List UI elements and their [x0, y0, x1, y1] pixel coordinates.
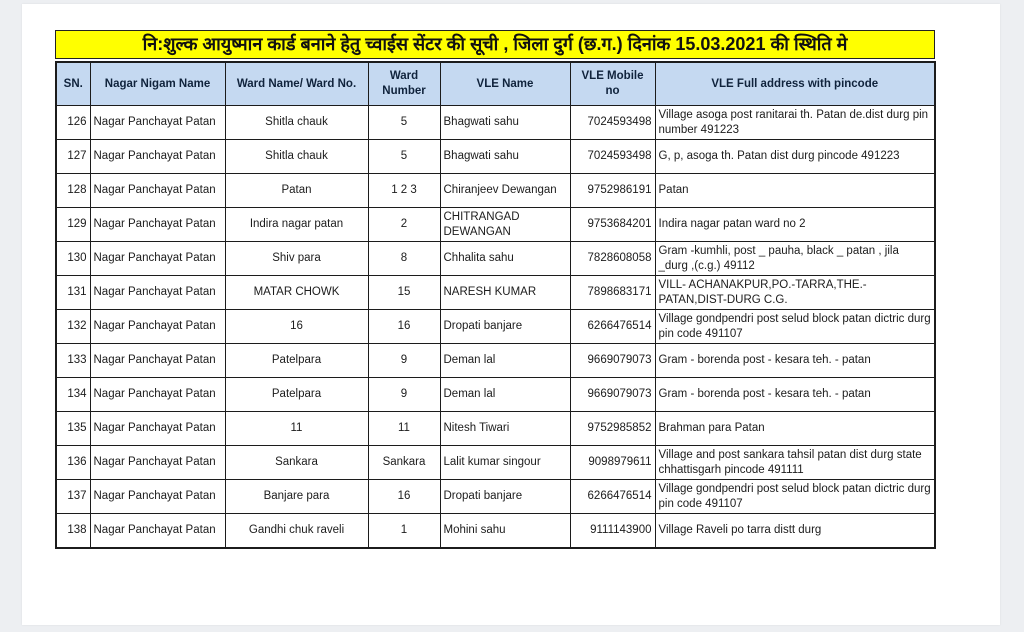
- cell-ward-name: Gandhi chuk raveli: [225, 514, 368, 549]
- cell-nagar-nigam: Nagar Panchayat Patan: [90, 208, 225, 242]
- cell-ward-name: Shitla chauk: [225, 106, 368, 140]
- document-content: [22, 4, 937, 549]
- cell-vle-mobile: 9753684201: [570, 208, 655, 242]
- cell-ward-number: 1 2 3: [368, 174, 440, 208]
- cell-nagar-nigam: Nagar Panchayat Patan: [90, 412, 225, 446]
- table-row: [56, 514, 935, 549]
- cell-sn: 133: [56, 344, 90, 378]
- cell-vle-name: Chiranjeev Dewangan: [440, 174, 570, 208]
- cell-vle-name: CHITRANGAD DEWANGAN: [440, 208, 570, 242]
- cell-vle-name: Deman lal: [440, 378, 570, 412]
- cell-ward-name: Shiv para: [225, 242, 368, 276]
- cell-vle-mobile: 9669079073: [570, 378, 655, 412]
- cell-nagar-nigam: Nagar Panchayat Patan: [90, 276, 225, 310]
- col-header-vle-address: VLE Full address with pincode: [655, 62, 935, 106]
- cell-vle-address: Brahman para Patan: [655, 412, 935, 446]
- cell-sn: 134: [56, 378, 90, 412]
- cell-ward-number: 15: [368, 276, 440, 310]
- cell-ward-name: Patelpara: [225, 344, 368, 378]
- cell-vle-name: Lalit kumar singour: [440, 446, 570, 480]
- cell-vle-mobile: 9111143900: [570, 514, 655, 549]
- table-row: [56, 378, 935, 412]
- cell-sn: 131: [56, 276, 90, 310]
- cell-ward-name: 11: [225, 412, 368, 446]
- col-header-ward-name: Ward Name/ Ward No.: [225, 62, 368, 106]
- cell-vle-name: Dropati banjare: [440, 480, 570, 514]
- col-header-ward-number: Ward Number: [368, 62, 440, 106]
- col-header-sn: SN.: [56, 62, 90, 106]
- cell-ward-number: 9: [368, 344, 440, 378]
- cell-ward-name: Patan: [225, 174, 368, 208]
- cell-ward-number: 2: [368, 208, 440, 242]
- col-header-nagar-nigam-name: Nagar Nigam Name: [90, 62, 225, 106]
- cell-vle-mobile: 9669079073: [570, 344, 655, 378]
- cell-vle-name: Chhalita sahu: [440, 242, 570, 276]
- cell-vle-mobile: 7828608058: [570, 242, 655, 276]
- cell-vle-name: Dropati banjare: [440, 310, 570, 344]
- cell-vle-mobile: 7024593498: [570, 106, 655, 140]
- cell-nagar-nigam: Nagar Panchayat Patan: [90, 140, 225, 174]
- cell-sn: 126: [56, 106, 90, 140]
- cell-vle-address: VILL- ACHANAKPUR,PO.-TARRA,THE.-PATAN,DIST-DURG C.G.: [655, 276, 935, 310]
- cell-nagar-nigam: Nagar Panchayat Patan: [90, 446, 225, 480]
- cell-sn: 132: [56, 310, 90, 344]
- cell-sn: 130: [56, 242, 90, 276]
- cell-vle-address: Gram - borenda post - kesara teh. - patan: [655, 344, 935, 378]
- cell-ward-name: Patelpara: [225, 378, 368, 412]
- cell-ward-name: MATAR CHOWK: [225, 276, 368, 310]
- table-row: [56, 344, 935, 378]
- vle-choice-center-table: [55, 61, 936, 549]
- cell-vle-name: Bhagwati sahu: [440, 106, 570, 140]
- cell-vle-mobile: 6266476514: [570, 480, 655, 514]
- table-header-row: [56, 62, 935, 106]
- cell-sn: 136: [56, 446, 90, 480]
- table-row: [56, 446, 935, 480]
- cell-nagar-nigam: Nagar Panchayat Patan: [90, 174, 225, 208]
- table-row: [56, 310, 935, 344]
- cell-vle-name: Bhagwati sahu: [440, 140, 570, 174]
- table-row: [56, 242, 935, 276]
- cell-sn: 127: [56, 140, 90, 174]
- cell-vle-address: Indira nagar patan ward no 2: [655, 208, 935, 242]
- cell-ward-name: Banjare para: [225, 480, 368, 514]
- cell-vle-address: Village gondpendri post selud block patan dictric durg pin code 491107: [655, 310, 935, 344]
- table-row: [56, 412, 935, 446]
- cell-sn: 129: [56, 208, 90, 242]
- cell-vle-name: Nitesh Tiwari: [440, 412, 570, 446]
- cell-vle-mobile: 9752986191: [570, 174, 655, 208]
- cell-ward-number: 16: [368, 310, 440, 344]
- col-header-vle-name: VLE Name: [440, 62, 570, 106]
- cell-vle-address: Village asoga post ranitarai th. Patan de.dist durg pin number 491223: [655, 106, 935, 140]
- table-row: [56, 276, 935, 310]
- table-body: [56, 106, 935, 549]
- document-title: नि:शुल्क आयुष्मान कार्ड बनाने हेतु च्वाईस सेंटर की सूची , जिला दुर्ग (छ.ग.) दिनांक 15.03.2021 की स्थिति मे: [55, 30, 935, 59]
- table-row: [56, 106, 935, 140]
- table-row: [56, 480, 935, 514]
- cell-nagar-nigam: Nagar Panchayat Patan: [90, 106, 225, 140]
- document-page: [22, 4, 1000, 625]
- cell-vle-name: Mohini sahu: [440, 514, 570, 549]
- table-row: [56, 140, 935, 174]
- cell-ward-number: 11: [368, 412, 440, 446]
- cell-ward-number: 5: [368, 106, 440, 140]
- cell-ward-number: 16: [368, 480, 440, 514]
- cell-sn: 128: [56, 174, 90, 208]
- cell-vle-mobile: 7898683171: [570, 276, 655, 310]
- cell-vle-address: Gram - borenda post - kesara teh. - patan: [655, 378, 935, 412]
- cell-ward-name: Indira nagar patan: [225, 208, 368, 242]
- cell-ward-number: 1: [368, 514, 440, 549]
- cell-vle-address: Village and post sankara tahsil patan dist durg state chhattisgarh pincode 491111: [655, 446, 935, 480]
- cell-nagar-nigam: Nagar Panchayat Patan: [90, 480, 225, 514]
- cell-nagar-nigam: Nagar Panchayat Patan: [90, 310, 225, 344]
- cell-vle-mobile: 9098979611: [570, 446, 655, 480]
- cell-vle-mobile: 9752985852: [570, 412, 655, 446]
- cell-ward-number: 9: [368, 378, 440, 412]
- cell-vle-mobile: 6266476514: [570, 310, 655, 344]
- cell-ward-name: Shitla chauk: [225, 140, 368, 174]
- cell-vle-address: Patan: [655, 174, 935, 208]
- cell-vle-address: Village Raveli po tarra distt durg: [655, 514, 935, 549]
- cell-ward-name: Sankara: [225, 446, 368, 480]
- cell-vle-mobile: 7024593498: [570, 140, 655, 174]
- cell-vle-address: Gram -kumhli, post _ pauha, black _ patan , jila _durg ,(c.g.) 49112: [655, 242, 935, 276]
- cell-vle-name: Deman lal: [440, 344, 570, 378]
- cell-vle-address: Village gondpendri post selud block patan dictric durg pin code 491107: [655, 480, 935, 514]
- cell-vle-address: G, p, asoga th. Patan dist durg pincode 491223: [655, 140, 935, 174]
- cell-nagar-nigam: Nagar Panchayat Patan: [90, 378, 225, 412]
- col-header-vle-mobile: VLE Mobile no: [570, 62, 655, 106]
- cell-nagar-nigam: Nagar Panchayat Patan: [90, 514, 225, 549]
- cell-sn: 135: [56, 412, 90, 446]
- cell-nagar-nigam: Nagar Panchayat Patan: [90, 242, 225, 276]
- table-row: [56, 208, 935, 242]
- table-header: [56, 62, 935, 106]
- cell-vle-name: NARESH KUMAR: [440, 276, 570, 310]
- cell-ward-number: 5: [368, 140, 440, 174]
- cell-nagar-nigam: Nagar Panchayat Patan: [90, 344, 225, 378]
- cell-ward-name: 16: [225, 310, 368, 344]
- cell-ward-number: 8: [368, 242, 440, 276]
- cell-ward-number: Sankara: [368, 446, 440, 480]
- table-row: [56, 174, 935, 208]
- cell-sn: 138: [56, 514, 90, 549]
- cell-sn: 137: [56, 480, 90, 514]
